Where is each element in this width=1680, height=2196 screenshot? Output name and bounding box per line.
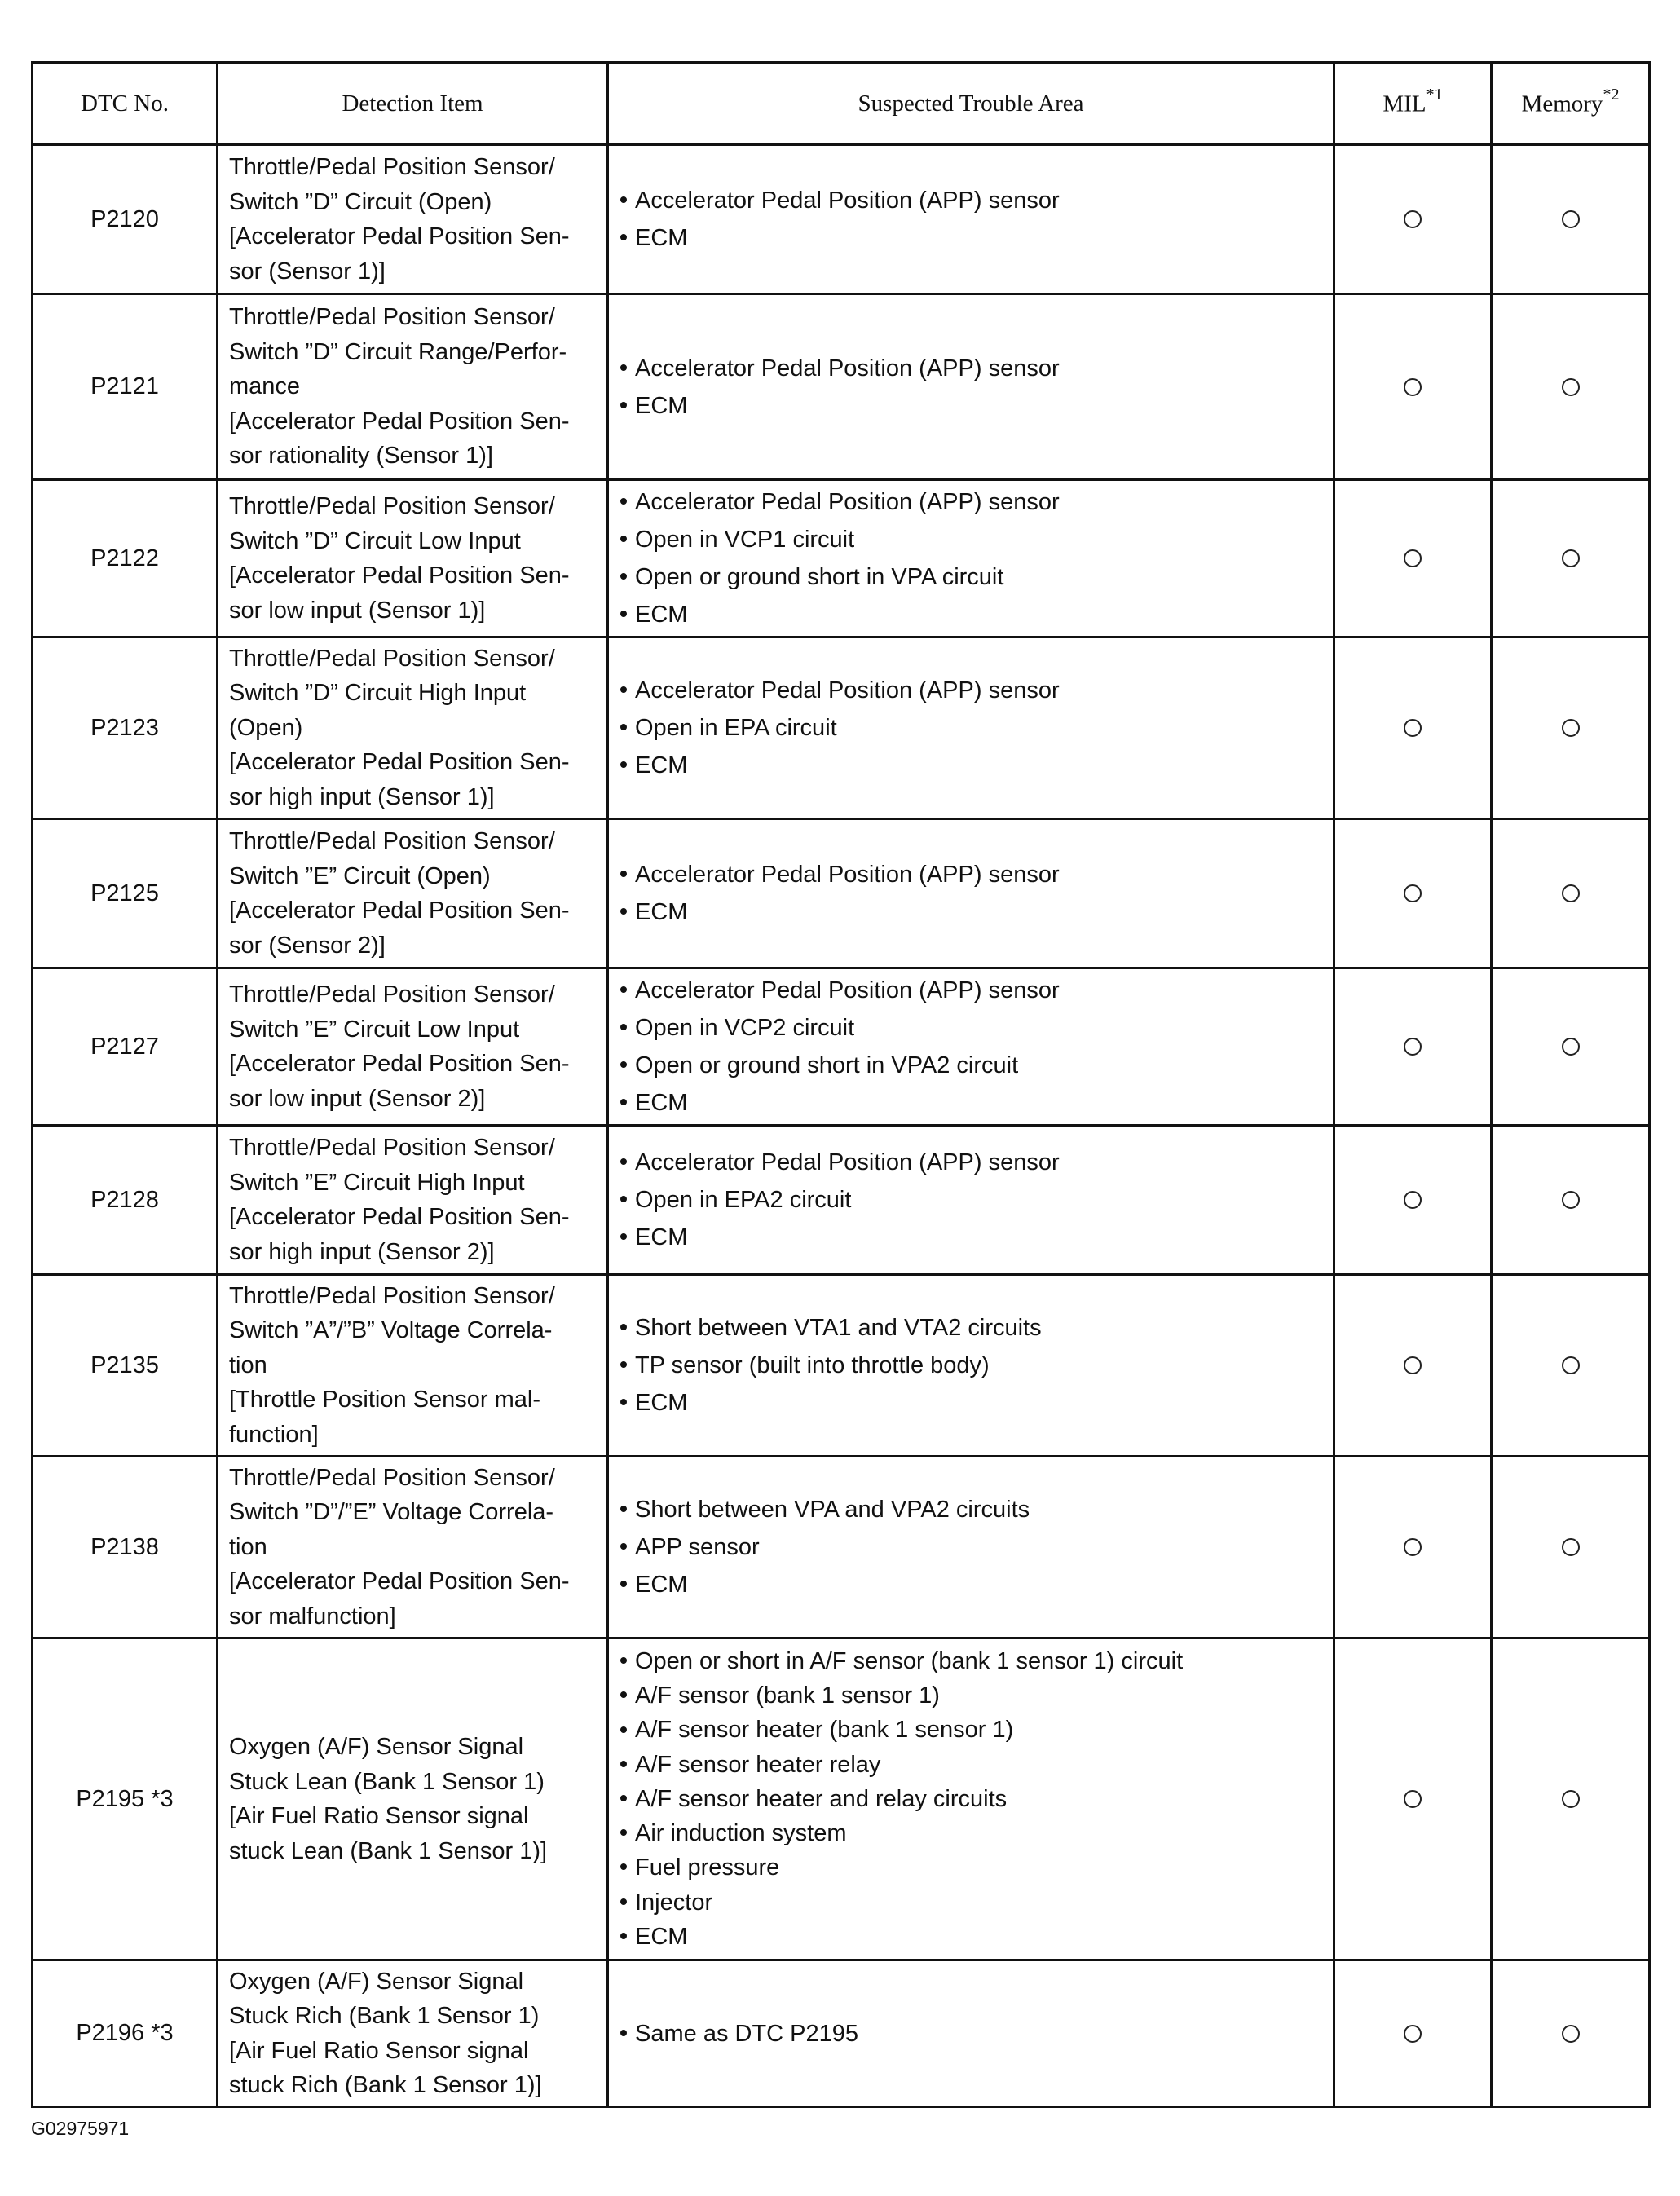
trouble-area-text: APP sensor (635, 1534, 760, 1560)
table-row (33, 1457, 1650, 1638)
trouble-area-item (617, 558, 1326, 596)
bullet-icon (620, 908, 627, 915)
trouble-area-text: Accelerator Pedal Position (APP) sensor (635, 977, 1060, 1003)
bullet-icon (620, 1506, 627, 1512)
bullet-icon (620, 686, 627, 693)
trouble-area-item (617, 1566, 1326, 1603)
trouble-area-text: Open in EPA2 circuit (635, 1187, 852, 1213)
trouble-area-item (617, 350, 1326, 387)
bullet-icon (620, 1657, 627, 1664)
trouble-area-list (617, 1644, 1326, 1954)
trouble-area-text: A/F sensor heater relay (635, 1751, 881, 1778)
trouble-area (608, 819, 1334, 968)
trouble-area-item (617, 1678, 1326, 1713)
trouble-area-list (617, 1144, 1326, 1256)
bullet-icon (620, 1761, 627, 1767)
table-row (33, 145, 1650, 294)
detection-item: Throttle/Pedal Position Sensor/ Switch ”D”/”E” Voltage Correla- tion [Accelerator Pedal Position Sen- sor malfunction] (218, 1457, 608, 1638)
memory-circle-icon (1562, 1538, 1580, 1556)
trouble-area-item (617, 1309, 1326, 1347)
bullet-icon (620, 761, 627, 768)
header-mil: MIL$^{*1}$ (1334, 63, 1492, 145)
trouble-area-item (617, 483, 1326, 521)
mil-circle-icon (1404, 1191, 1422, 1209)
trouble-area-text: Open or ground short in VPA circuit (635, 564, 1004, 590)
memory-circle-icon (1562, 719, 1580, 737)
trouble-area-item (617, 972, 1326, 1009)
mil-circle-icon (1404, 378, 1422, 396)
trouble-area-text: Accelerator Pedal Position (APP) sensor (635, 862, 1060, 888)
bullet-icon (620, 1726, 627, 1733)
dtc-code: P2122 (33, 480, 218, 637)
trouble-area (608, 1960, 1334, 2107)
memory-cell (1492, 1275, 1650, 1457)
bullet-icon (620, 1863, 627, 1870)
trouble-area-text: Injector (635, 1889, 713, 1916)
dtc-code: P2120 (33, 145, 218, 294)
bullet-icon (620, 1581, 627, 1587)
trouble-area (608, 145, 1334, 294)
table-row (33, 1960, 1650, 2107)
trouble-area-text: ECM (635, 1090, 688, 1116)
bullet-icon (620, 1691, 627, 1698)
trouble-area-text: Air induction system (635, 1820, 847, 1847)
bullet-icon (620, 1399, 627, 1405)
table-row (33, 1275, 1650, 1457)
trouble-area-item (617, 1181, 1326, 1219)
memory-circle-icon (1562, 1191, 1580, 1209)
table-body (33, 145, 1650, 2107)
trouble-area-text: Short between VTA1 and VTA2 circuits (635, 1315, 1042, 1341)
dtc-code: P2121 (33, 294, 218, 480)
trouble-area-item (617, 1009, 1326, 1047)
dtc-code: P2127 (33, 968, 218, 1126)
dtc-code: P2123 (33, 637, 218, 819)
trouble-area-text: ECM (635, 1390, 688, 1416)
memory-circle-icon (1562, 1038, 1580, 1056)
trouble-area-item (617, 1748, 1326, 1782)
trouble-area-text: ECM (635, 1572, 688, 1598)
mil-cell (1334, 1126, 1492, 1275)
detection-item: Oxygen (A/F) Sensor Signal Stuck Rich (Bank 1 Sensor 1) [Air Fuel Ratio Sensor signal stuck Rich (Bank 1 Sensor 1)] (218, 1960, 608, 2107)
bullet-icon (620, 1361, 627, 1368)
mil-cell (1334, 294, 1492, 480)
trouble-area (608, 637, 1334, 819)
memory-circle-icon (1562, 378, 1580, 396)
trouble-area-list (617, 1309, 1326, 1422)
trouble-area-item (617, 1885, 1326, 1920)
mil-cell (1334, 1960, 1492, 2107)
trouble-area-text: ECM (635, 602, 688, 628)
trouble-area-text: Open or short in A/F sensor (bank 1 sensor 1) circuit (635, 1648, 1184, 1675)
trouble-area-text: ECM (635, 899, 688, 925)
table-row (33, 968, 1650, 1126)
dtc-table (31, 61, 1651, 2108)
bullet-icon (620, 1543, 627, 1550)
memory-cell (1492, 1457, 1650, 1638)
detection-item: Throttle/Pedal Position Sensor/ Switch ”A”/”B” Voltage Correla- tion [Throttle Position Sensor mal- function] (218, 1275, 608, 1457)
mil-circle-icon (1404, 1356, 1422, 1374)
trouble-area (608, 480, 1334, 637)
trouble-area-item (617, 672, 1326, 709)
trouble-area-item (617, 182, 1326, 219)
mil-cell (1334, 819, 1492, 968)
header-detection-item: Detection Item (218, 63, 608, 145)
memory-cell (1492, 1638, 1650, 1960)
trouble-area-item (617, 1782, 1326, 1816)
detection-item: Throttle/Pedal Position Sensor/ Switch ”E” Circuit Low Input [Accelerator Pedal Position Sen- sor low input (Sensor 2)] (218, 968, 608, 1126)
detection-item: Throttle/Pedal Position Sensor/ Switch ”D” Circuit (Open) [Accelerator Pedal Position Sen- sor (Sensor 1)] (218, 145, 608, 294)
bullet-icon (620, 871, 627, 877)
trouble-area-text: Open or ground short in VPA2 circuit (635, 1052, 1019, 1078)
trouble-area-list (617, 483, 1326, 633)
dtc-code: P2138 (33, 1457, 218, 1638)
trouble-area-text: Open in EPA circuit (635, 715, 837, 741)
trouble-area (608, 1638, 1334, 1960)
trouble-area (608, 1457, 1334, 1638)
bullet-icon (620, 1158, 627, 1165)
trouble-area-item (617, 1713, 1326, 1747)
memory-circle-icon (1562, 1790, 1580, 1808)
trouble-area-text: Short between VPA and VPA2 circuits (635, 1497, 1030, 1523)
detection-item: Throttle/Pedal Position Sensor/ Switch ”D” Circuit Range/Perfor- mance [Accelerator Pedal Position Sen- sor rationality (Sensor 1)] (218, 294, 608, 480)
trouble-area-text: A/F sensor (bank 1 sensor 1) (635, 1682, 940, 1709)
dtc-code: P2128 (33, 1126, 218, 1275)
bullet-icon (620, 196, 627, 203)
trouble-area-text: Same as DTC P2195 (635, 2020, 859, 2047)
memory-cell (1492, 637, 1650, 819)
mil-cell (1334, 145, 1492, 294)
trouble-area-item (617, 709, 1326, 747)
detection-item: Throttle/Pedal Position Sensor/ Switch ”E” Circuit (Open) [Accelerator Pedal Position Sen- sor (Sensor 2)] (218, 819, 608, 968)
trouble-area-list (617, 856, 1326, 931)
bullet-icon (620, 1196, 627, 1202)
table-row (33, 294, 1650, 480)
trouble-area-list (617, 182, 1326, 257)
memory-cell (1492, 819, 1650, 968)
detection-item: Throttle/Pedal Position Sensor/ Switch ”D” Circuit High Input (Open) [Accelerator Pedal Position Sen- sor high input (Sensor 1)] (218, 637, 608, 819)
trouble-area-list (617, 1491, 1326, 1603)
bullet-icon (620, 611, 627, 617)
detection-item: Throttle/Pedal Position Sensor/ Switch ”D” Circuit Low Input [Accelerator Pedal Position Sen- sor low input (Sensor 1)] (218, 480, 608, 637)
mil-circle-icon (1404, 884, 1422, 902)
trouble-area-item (617, 1528, 1326, 1566)
trouble-area-text: ECM (635, 1923, 688, 1950)
trouble-area-item (617, 1491, 1326, 1528)
memory-circle-icon (1562, 1356, 1580, 1374)
bullet-icon (620, 986, 627, 993)
trouble-area-text: Accelerator Pedal Position (APP) sensor (635, 187, 1060, 214)
dtc-code: P2196 *3 (33, 1960, 218, 2107)
header-trouble-area: Suspected Trouble Area (608, 63, 1334, 145)
dtc-code: P2125 (33, 819, 218, 968)
table-row (33, 480, 1650, 637)
mil-circle-icon (1404, 1038, 1422, 1056)
header-memory: Memory$^{*2}$ (1492, 63, 1650, 145)
trouble-area-item (617, 1347, 1326, 1384)
mil-circle-icon (1404, 210, 1422, 228)
memory-circle-icon (1562, 549, 1580, 567)
trouble-area-item (617, 893, 1326, 931)
bullet-icon (620, 1024, 627, 1030)
trouble-area-item (617, 856, 1326, 893)
header-dtc-no: DTC No. (33, 63, 218, 145)
trouble-area-item (617, 1084, 1326, 1122)
bullet-icon (620, 1933, 627, 1939)
figure-code: G02975971 (31, 2118, 130, 2139)
trouble-area (608, 968, 1334, 1126)
table-row (33, 819, 1650, 968)
trouble-area-text: Fuel pressure (635, 1854, 780, 1881)
trouble-area-text: ECM (635, 752, 688, 778)
trouble-area-item (617, 219, 1326, 257)
bullet-icon (620, 724, 627, 730)
bullet-icon (620, 364, 627, 371)
memory-cell (1492, 480, 1650, 637)
trouble-area-item (617, 1644, 1326, 1678)
trouble-area (608, 1126, 1334, 1275)
mil-cell (1334, 1275, 1492, 1457)
trouble-area-item (617, 1047, 1326, 1084)
mil-cell (1334, 968, 1492, 1126)
bullet-icon (620, 2030, 627, 2036)
memory-cell (1492, 968, 1650, 1126)
mil-circle-icon (1404, 1790, 1422, 1808)
trouble-area-item (617, 521, 1326, 558)
mil-cell (1334, 637, 1492, 819)
trouble-area-list (617, 350, 1326, 425)
trouble-area-item (617, 1920, 1326, 1954)
mil-circle-icon (1404, 719, 1422, 737)
mil-circle-icon (1404, 2025, 1422, 2043)
memory-footnote-ref: *2 (1603, 86, 1620, 104)
trouble-area-item (617, 1219, 1326, 1256)
table-row (33, 1126, 1650, 1275)
bullet-icon (620, 1898, 627, 1905)
mil-circle-icon (1404, 549, 1422, 567)
trouble-area-text: ECM (635, 392, 688, 419)
memory-circle-icon (1562, 210, 1580, 228)
trouble-area-text: Accelerator Pedal Position (APP) sensor (635, 677, 1060, 703)
memory-cell (1492, 1960, 1650, 2107)
trouble-area-text: Open in VCP2 circuit (635, 1015, 855, 1041)
bullet-icon (620, 1233, 627, 1240)
trouble-area (608, 1275, 1334, 1457)
trouble-area-item (617, 1816, 1326, 1850)
trouble-area-text: A/F sensor heater and relay circuits (635, 1785, 1008, 1812)
mil-cell (1334, 1457, 1492, 1638)
trouble-area-list (617, 2015, 1326, 2053)
bullet-icon (620, 1795, 627, 1801)
trouble-area-item (617, 596, 1326, 633)
detection-item: Oxygen (A/F) Sensor Signal Stuck Lean (Bank 1 Sensor 1) [Air Fuel Ratio Sensor signal stuck Lean (Bank 1 Sensor 1)] (218, 1638, 608, 1960)
detection-item: Throttle/Pedal Position Sensor/ Switch ”E” Circuit High Input [Accelerator Pedal Position Sen- sor high input (Sensor 2)] (218, 1126, 608, 1275)
memory-cell (1492, 145, 1650, 294)
trouble-area (608, 294, 1334, 480)
table-row (33, 1638, 1650, 1960)
bullet-icon (620, 402, 627, 408)
trouble-area-text: Open in VCP1 circuit (635, 527, 855, 553)
trouble-area-item (617, 2015, 1326, 2053)
trouble-area-text: TP sensor (built into throttle body) (635, 1352, 990, 1378)
trouble-area-text: Accelerator Pedal Position (APP) sensor (635, 355, 1060, 381)
memory-cell (1492, 294, 1650, 480)
trouble-area-item (617, 1850, 1326, 1885)
dtc-code: P2195 *3 (33, 1638, 218, 1960)
memory-circle-icon (1562, 884, 1580, 902)
bullet-icon (620, 573, 627, 580)
trouble-area-text: ECM (635, 1224, 688, 1250)
trouble-area-list (617, 972, 1326, 1122)
mil-circle-icon (1404, 1538, 1422, 1556)
trouble-area-item (617, 747, 1326, 784)
trouble-area-text: ECM (635, 225, 688, 251)
dtc-code: P2135 (33, 1275, 218, 1457)
bullet-icon (620, 1829, 627, 1836)
memory-cell (1492, 1126, 1650, 1275)
trouble-area-item (617, 387, 1326, 425)
trouble-area-item (617, 1144, 1326, 1181)
mil-cell (1334, 480, 1492, 637)
bullet-icon (620, 498, 627, 505)
bullet-icon (620, 1324, 627, 1330)
trouble-area-text: A/F sensor heater (bank 1 sensor 1) (635, 1717, 1014, 1744)
bullet-icon (620, 536, 627, 542)
trouble-area-list (617, 672, 1326, 784)
bullet-icon (620, 234, 627, 240)
bullet-icon (620, 1061, 627, 1068)
memory-circle-icon (1562, 2025, 1580, 2043)
mil-footnote-ref: *1 (1426, 86, 1443, 104)
trouble-area-text: Accelerator Pedal Position (APP) sensor (635, 1149, 1060, 1175)
bullet-icon (620, 1099, 627, 1105)
mil-cell (1334, 1638, 1492, 1960)
trouble-area-item (617, 1384, 1326, 1422)
trouble-area-text: Accelerator Pedal Position (APP) sensor (635, 489, 1060, 515)
table-row (33, 637, 1650, 819)
header-row (33, 63, 1650, 145)
